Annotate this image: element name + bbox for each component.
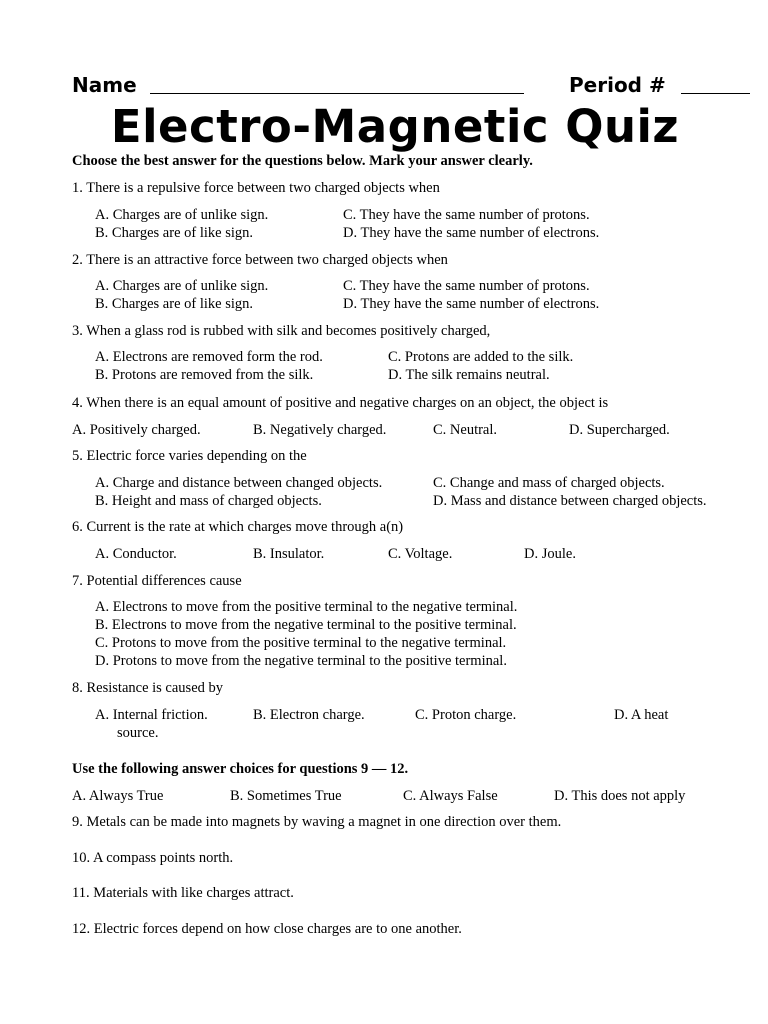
section-2-choice-c: C. Always False (403, 788, 498, 804)
question-7-choice-a: A. Electrons to move from the positive terminal to the negative terminal. (95, 599, 518, 615)
question-5-choice-a: A. Charge and distance between changed objects. (95, 475, 383, 491)
question-7-choice-c: C. Protons to move from the positive terminal to the negative terminal. (95, 635, 507, 651)
statement-12: 12. Electric forces depend on how close charges are to one another. (72, 921, 462, 937)
question-5-choice-d: D. Mass and distance between charged objects. (433, 493, 707, 509)
question-1-stem: 1. There is a repulsive force between two charged objects when (72, 180, 440, 196)
question-8-choice-c: C. Proton charge. (415, 707, 517, 723)
question-1-choice-c: C. They have the same number of protons. (343, 207, 590, 223)
statement-11: 11. Materials with like charges attract. (72, 885, 294, 901)
question-6-stem: 6. Current is the rate at which charges move through a(n) (72, 519, 404, 535)
question-7-stem: 7. Potential differences cause (72, 573, 242, 589)
question-6-choice-a: A. Conductor. (95, 546, 177, 562)
section-2-choice-b: B. Sometimes True (230, 788, 342, 804)
section-2-instructions: Use the following answer choices for questions 9 — 12. (72, 761, 409, 777)
statement-9: 9. Metals can be made into magnets by waving a magnet in one direction over them. (72, 814, 562, 830)
question-3-stem: 3. When a glass rod is rubbed with silk and becomes positively charged, (72, 323, 491, 339)
question-6-choice-c: C. Voltage. (388, 546, 453, 562)
question-2-choice-c: C. They have the same number of protons. (343, 278, 590, 294)
question-2-stem: 2. There is an attractive force between two charged objects when (72, 252, 448, 268)
section-2-choice-d: D. This does not apply (554, 788, 686, 804)
question-4-choice-b: B. Negatively charged. (253, 422, 387, 438)
question-2-choice-b: B. Charges are of like sign. (95, 296, 253, 312)
question-7-choice-d: D. Protons to move from the negative terminal to the positive terminal. (95, 653, 507, 669)
question-8-choice-d-continued: source. (117, 725, 159, 741)
question-3-choice-d: D. The silk remains neutral. (388, 367, 550, 383)
question-1-choice-a: A. Charges are of unlike sign. (95, 207, 269, 223)
question-3-choice-b: B. Protons are removed from the silk. (95, 367, 314, 383)
question-8-choice-d: D. A heat (614, 707, 669, 723)
name-label: Name (72, 73, 137, 97)
question-8-choice-b: B. Electron charge. (253, 707, 365, 723)
period-label: Period # (569, 73, 666, 97)
question-4-choice-c: C. Neutral. (433, 422, 498, 438)
question-4-choice-a: A. Positively charged. (72, 422, 201, 438)
page-title: Electro-Magnetic Quiz (110, 100, 680, 153)
name-blank-line (150, 93, 524, 94)
question-1-choice-b: B. Charges are of like sign. (95, 225, 253, 241)
question-5-stem: 5. Electric force varies depending on the (72, 448, 307, 464)
question-3-choice-a: A. Electrons are removed form the rod. (95, 349, 323, 365)
question-5-choice-c: C. Change and mass of charged objects. (433, 475, 665, 491)
section-2-choice-a: A. Always True (72, 788, 164, 804)
question-6-choice-d: D. Joule. (524, 546, 576, 562)
question-4-stem: 4. When there is an equal amount of positive and negative charges on an object, the object is (72, 395, 609, 411)
question-1-choice-d: D. They have the same number of electrons. (343, 225, 600, 241)
question-7-choice-b: B. Electrons to move from the negative terminal to the positive terminal. (95, 617, 517, 633)
instructions: Choose the best answer for the questions below. Mark your answer clearly. (72, 153, 533, 169)
question-8-stem: 8. Resistance is caused by (72, 680, 224, 696)
question-5-choice-b: B. Height and mass of charged objects. (95, 493, 322, 509)
statement-10: 10. A compass points north. (72, 850, 234, 866)
question-8-choice-a: A. Internal friction. (95, 707, 208, 723)
question-4-choice-d: D. Supercharged. (569, 422, 670, 438)
question-2-choice-a: A. Charges are of unlike sign. (95, 278, 269, 294)
question-6-choice-b: B. Insulator. (253, 546, 325, 562)
question-3-choice-c: C. Protons are added to the silk. (388, 349, 574, 365)
question-2-choice-d: D. They have the same number of electrons. (343, 296, 600, 312)
period-blank-line (681, 93, 750, 94)
